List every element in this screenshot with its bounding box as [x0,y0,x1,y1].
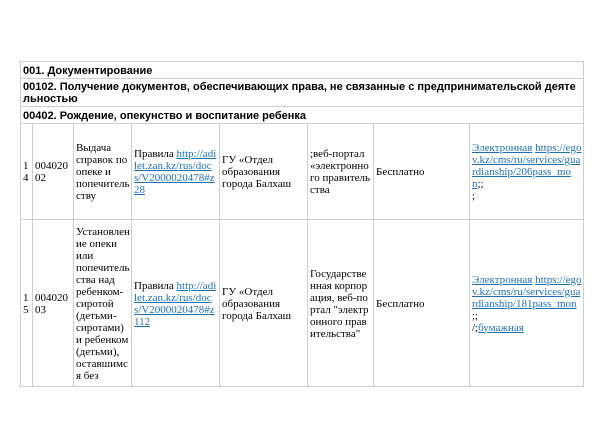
section-header-1: 001. Документирование [21,62,584,79]
cost: Бесплатно [374,124,470,220]
form-tail-2: ; [472,190,476,202]
table-row [21,124,584,220]
legal-basis [132,124,220,220]
table-row [21,220,584,387]
legal-basis [132,220,220,387]
header-row-1 [21,62,584,79]
legal-basis-text: Правила [134,279,177,292]
legal-basis-link[interactable]: http://adilet.zan.kz/rus/docs/V2000020478#z28 [134,148,217,196]
legal-basis-text: Правила [134,148,177,160]
provider: Государственная корпорация, веб-портал "электронного правительства" [308,220,374,387]
form-label-link[interactable]: Электронная [472,273,533,286]
form-paper-link[interactable]: бумажная [478,321,524,334]
legal-basis-link[interactable]: http://adilet.zan.kz/rus/docs/V2000020478#z112 [134,279,217,328]
provider: ;веб-портал «электронного правительства [308,124,374,220]
row-number: 15 [21,220,33,387]
cost: Бесплатно [374,220,470,387]
service-form [470,220,584,387]
service-name: Установление опеки или попечительства над ребенком-сиротой (детьми-сиротами) и ребенком (детьми), оставшимся без [74,220,132,387]
header-row-3 [21,107,584,124]
header-row-2 [21,79,584,107]
row-number: 14 [21,124,33,220]
service-form [470,124,584,220]
form-egov-link[interactable]: https://egov.kz/cms/ru/services/guardianship/181pass_mon [472,273,582,310]
section-header-3: 00402. Рождение, опекунство и воспитание ребенка [21,107,584,124]
services-table [20,61,584,387]
section-header-2: 00102. Получение документов, обеспечивающих права, не связанные с предпринимательской деятельностью [21,79,584,107]
organization: ГУ «Отдел образования города Балхаш [220,220,308,387]
form-tail: ;; [477,178,484,190]
service-code: 00402002 [33,124,74,220]
form-tail-2: /; [472,321,479,334]
service-name: Выдача справок по опеке и попечительству [74,124,132,220]
form-tail: ;; [472,309,479,322]
form-egov-link[interactable]: https://egov.kz/cms/ru/services/guardianship/206pass_mon [472,142,582,190]
form-label-link[interactable]: Электронная [472,142,533,154]
service-code: 00402003 [33,220,74,387]
organization: ГУ «Отдел образования города Балхаш [220,124,308,220]
